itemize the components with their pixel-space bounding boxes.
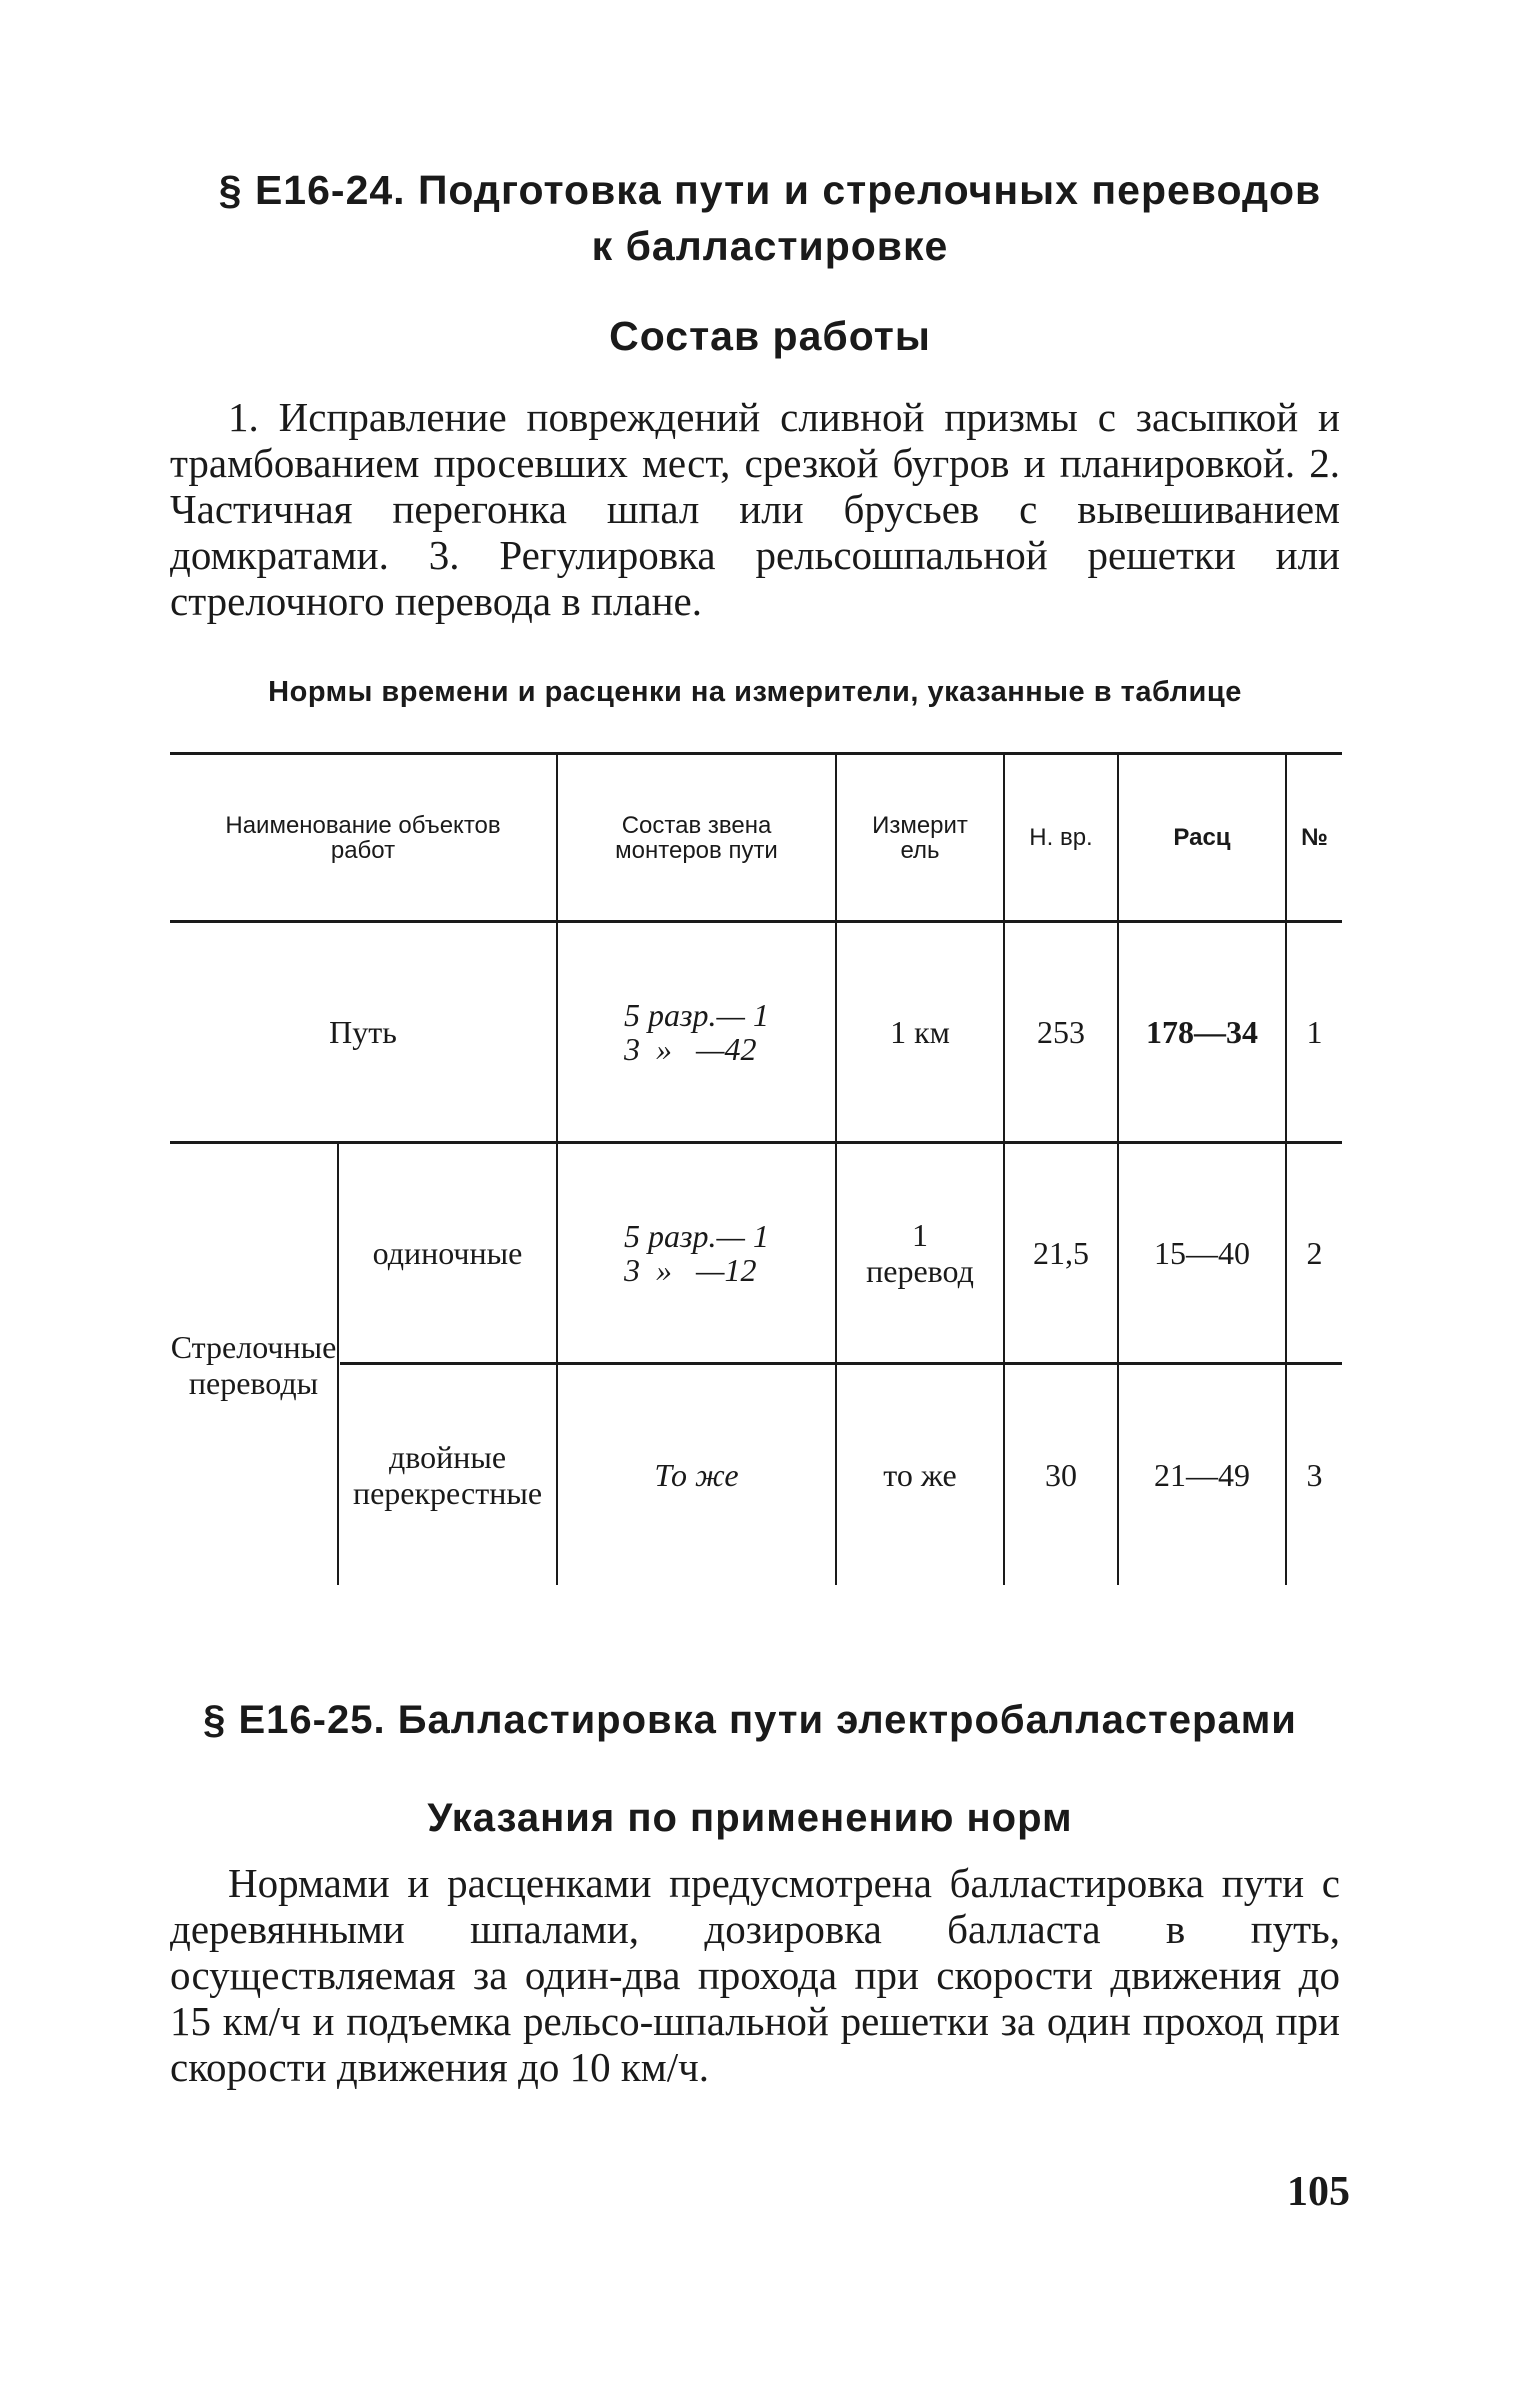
row1-time-norm: 253 [1037, 1014, 1085, 1050]
row3-object-name: двойные перекрестные [352, 1439, 543, 1511]
row2-unit: 1 перевод [866, 1217, 974, 1289]
row1-object-name: Путь [329, 1014, 397, 1050]
table-caption: Нормы времени и расценки на измерители, указанные в таблице [268, 676, 1242, 708]
section-title-e16-25: § Е16-25. Балластировка пути электробалластерами [203, 1698, 1297, 1742]
row2-crew: 5 разр.— 1 3 » —12 [624, 1218, 769, 1288]
header-time-norm: Н. вр. [1029, 824, 1093, 851]
row2-number: 2 [1306, 1235, 1323, 1271]
row2-rate: 15—40 [1154, 1235, 1250, 1271]
row1-unit: 1 км [890, 1014, 950, 1050]
norms-application-text [170, 1860, 1340, 2090]
work-composition-paragraph: 1. Исправление повреждений сливной призмы с засыпкой и трамбованием просевших мест, срезкой бугров и планировкой. 2. Частичная перегонка шпал или брусьев с вывешиванием домкратами. 3. Регулировка рельсошпальной решетки или стрелочного перевода в плане. [170, 394, 1340, 624]
work-composition-text [170, 394, 1340, 624]
header-object-name: Наименование объектов работ [225, 811, 501, 864]
section-title-line-1: § Е16-24. Подготовка пути и стрелочных переводов [218, 167, 1322, 213]
section-title-line-2: к балластировке [591, 223, 949, 269]
row1-rate: 178—34 [1146, 1014, 1258, 1050]
switches-group-label: Стрелочные переводы [170, 1328, 337, 1401]
norms-application-paragraph: Нормами и расценками предусмотрена балластировка пути с деревянными шпалами, дозировка балласта в путь, осуществляемая за один-два прохода при скорости движения до 15 км/ч и подъемка рельсо-шпальной решетки за один проход при скорости движения до 10 км/ч. [170, 1860, 1340, 2090]
row2-object-name: одиночные [372, 1235, 523, 1271]
row3-rate: 21—49 [1154, 1457, 1250, 1493]
row3-unit: то же [883, 1457, 957, 1493]
row3-crew: То же [654, 1457, 739, 1493]
row3-number: 3 [1306, 1457, 1323, 1493]
header-crew: Состав звена монтеров пути [615, 811, 778, 864]
page-number: 105 [1287, 2169, 1350, 2215]
header-unit: Измеритель [872, 811, 968, 864]
work-composition-heading: Состав работы [609, 313, 931, 359]
section-title-e16-24 [200, 162, 1340, 274]
row1-number: 1 [1306, 1014, 1323, 1050]
header-number: № [1301, 824, 1328, 851]
header-rate: Расц [1173, 824, 1231, 851]
row2-time-norm: 21,5 [1033, 1235, 1089, 1271]
row1-crew: 5 разр.— 1 3 » —42 [624, 997, 769, 1067]
row3-time-norm: 30 [1045, 1457, 1077, 1493]
norms-application-heading: Указания по применению норм [427, 1796, 1073, 1840]
